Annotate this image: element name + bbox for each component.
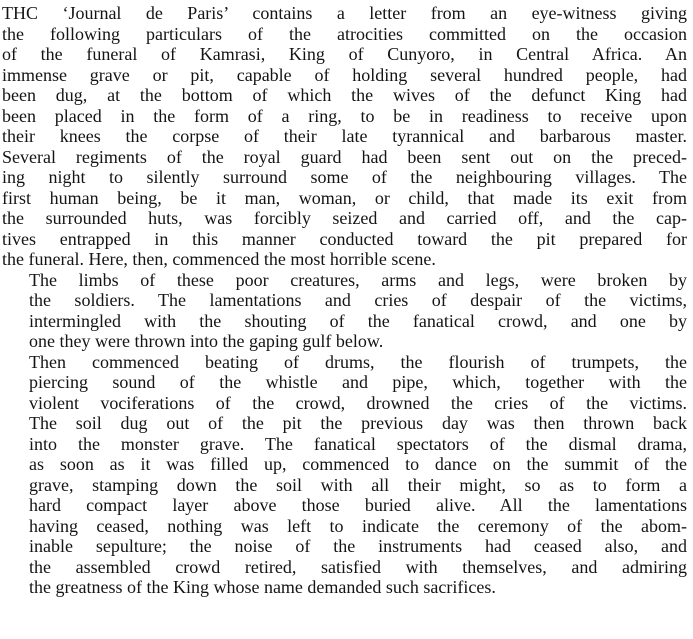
text-line: intermingled with the shouting of the fanatical crowd, and one by (29, 310, 687, 331)
text-line: been placed in the form of a ring, to be in readiness to receive upon (2, 105, 687, 126)
text-line: first human being, be it man, woman, or child, that made its exit from (2, 187, 687, 208)
text-line: THC ‘Journal de Paris’ contains a letter from an eye-witness giving (2, 3, 687, 23)
text-line: The limbs of these poor creatures, arms and legs, were broken by (29, 269, 687, 290)
text-line: inable sepulture; the noise of the instruments had ceased also, and (29, 536, 687, 556)
text-line: having ceased, nothing was left to indicate the ceremony of the abom- (29, 515, 687, 536)
article-paragraph-3 (2, 352, 687, 598)
text-line: grave, stamping down the soil with all their might, so as to form a (29, 474, 687, 495)
article-paragraph-2 (2, 270, 687, 352)
text-line: violent vociferations of the crowd, drowned the cries of the victims. (29, 392, 687, 413)
text-line: the greatness of the King whose name demanded such sacrifices. (29, 577, 496, 597)
text-line: tives entrapped in this manner conducted toward the pit prepared for (2, 228, 687, 249)
text-line: Then commenced beating of drums, the flourish of trumpets, the (29, 351, 687, 372)
text-line: The soil dug out of the pit the previous day was then thrown back (29, 413, 687, 433)
text-line: their knees the corpse of their late tyrannical and barbarous master. (2, 126, 687, 146)
text-line: the following particulars of the atrocities committed on the occasion (2, 23, 687, 44)
text-line: immense grave or pit, capable of holding several hundred people, had (2, 64, 687, 85)
text-line: ing night to silently surround some of the neighbouring villages. The (2, 167, 687, 187)
text-line: piercing sound of the whistle and pipe, which, together with the (29, 372, 687, 392)
text-line: as soon as it was filled up, commenced to dance on the summit of the (29, 454, 687, 474)
text-line: the surrounded huts, was forcibly seized and carried off, and the cap- (2, 208, 687, 228)
text-line: of the funeral of Kamrasi, King of Cunyoro, in Central Africa. An (2, 44, 687, 64)
text-line: been dug, at the bottom of which the wives of the defunct King had (2, 85, 687, 105)
text-line: into the monster grave. The fanatical spectators of the dismal drama, (29, 433, 687, 454)
text-line: hard compact layer above those buried alive. All the lamentations (29, 495, 687, 515)
text-line: one they were thrown into the gaping gulf below. (29, 331, 384, 351)
text-line: Several regiments of the royal guard had been sent out on the preced- (2, 146, 687, 167)
text-line: the assembled crowd retired, satisfied with themselves, and admiring (29, 556, 687, 577)
text-line: the soldiers. The lamentations and cries of despair of the victims, (29, 290, 687, 310)
text-line: the funeral. Here, then, commenced the most horrible scene. (2, 249, 436, 269)
article-paragraph-1 (2, 3, 687, 270)
